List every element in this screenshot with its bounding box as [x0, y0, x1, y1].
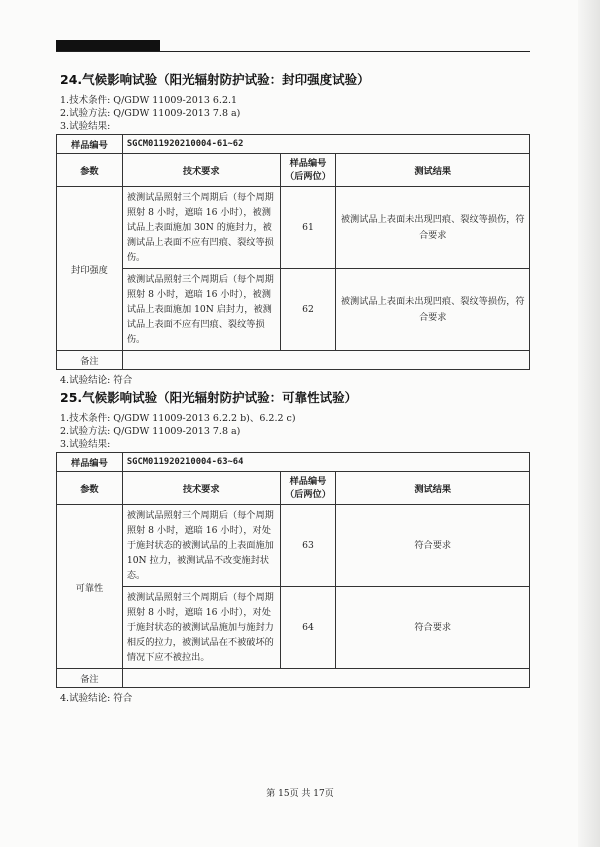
section-25 [56, 388, 530, 704]
page-footer: 第 15页 共 17页 [266, 789, 334, 799]
remark-label: 备注 [57, 351, 123, 370]
remark-label: 备注 [57, 669, 123, 688]
remark-value [122, 669, 529, 688]
result-cell: 符合要求 [336, 505, 530, 587]
remark-value [122, 351, 529, 370]
requirement-cell: 被测试品照射三个周期后（每个周期照射 8 小时，遮暗 16 小时），对处于施封状态的被测试品施加与施封力相反的拉力，被测试品在不被破坏的情况下应不被拉出。 [122, 587, 280, 669]
header-requirement: 技术要求 [122, 154, 280, 187]
result-label: 3.试验结果: [60, 439, 111, 450]
result-table [56, 134, 530, 370]
section-title: 25.气候影响试验（阳光辐射防护试验：可靠性试验） [60, 390, 358, 405]
sample-no-cell: 64 [280, 587, 336, 669]
header-result: 测试结果 [336, 154, 530, 187]
tech-condition: 1.技术条件: Q/GDW 11009-2013 6.2.1 [60, 95, 238, 106]
header-param: 参数 [57, 154, 123, 187]
sample-value: SGCM011920210004-63~64 [122, 453, 529, 472]
sample-no-cell: 62 [280, 269, 336, 351]
sample-row [57, 135, 530, 154]
remark-row [57, 669, 530, 688]
result-label: 3.试验结果: [60, 121, 111, 132]
requirement-cell: 被测试品照射三个周期后（每个周期照射 8 小时，遮暗 16 小时），被测试品上表面施加 30N 的施封力，被测试品上表面不应有凹痕、裂纹等损伤。 [122, 187, 280, 269]
test-method: 2.试验方法: Q/GDW 11009-2013 7.8 a) [60, 108, 241, 119]
section-24 [56, 70, 530, 386]
header-rule [56, 51, 530, 52]
result-cell: 被测试品上表面未出现凹痕、裂纹等损伤，符合要求 [336, 187, 530, 269]
requirement-cell: 被测试品照射三个周期后（每个周期照射 8 小时，遮暗 16 小时），被测试品上表面施加 10N 启封力，被测试品上表面不应有凹痕、裂纹等损伤。 [122, 269, 280, 351]
table-row [57, 269, 530, 351]
sample-label: 样品编号 [57, 453, 123, 472]
requirement-cell: 被测试品照射三个周期后（每个周期照射 8 小时，遮暗 16 小时），对处于施封状态的被测试品的上表面施加 10N 拉力，被测试品不改变施封状态。 [122, 505, 280, 587]
table-row [57, 587, 530, 669]
sample-no-cell: 61 [280, 187, 336, 269]
result-cell: 被测试品上表面未出现凹痕、裂纹等损伤，符合要求 [336, 269, 530, 351]
result-cell: 符合要求 [336, 587, 530, 669]
test-method: 2.试验方法: Q/GDW 11009-2013 7.8 a) [60, 426, 241, 437]
section-title: 24.气候影响试验（阳光辐射防护试验：封印强度试验） [60, 72, 370, 87]
header-param: 参数 [57, 472, 123, 505]
sample-label: 样品编号 [57, 135, 123, 154]
header-sample-no: 样品编号 （后两位） [280, 472, 336, 505]
header-sample-no: 样品编号 （后两位） [280, 154, 336, 187]
param-name: 可靠性 [57, 505, 123, 669]
sample-no-cell: 63 [280, 505, 336, 587]
header-result: 测试结果 [336, 472, 530, 505]
tech-condition: 1.技术条件: Q/GDW 11009-2013 6.2.2 b)、6.2.2 c) [60, 413, 296, 424]
conclusion: 4.试验结论: 符合 [60, 693, 133, 704]
remark-row [57, 351, 530, 370]
header-row [57, 154, 530, 187]
param-name: 封印强度 [57, 187, 123, 351]
header-requirement: 技术要求 [122, 472, 280, 505]
header-row [57, 472, 530, 505]
sample-row [57, 453, 530, 472]
table-row [57, 187, 530, 269]
result-table [56, 452, 530, 688]
page-edge-shadow [578, 0, 600, 847]
table-row [57, 505, 530, 587]
sample-value: SGCM011920210004-61~62 [122, 135, 529, 154]
conclusion: 4.试验结论: 符合 [60, 375, 133, 386]
